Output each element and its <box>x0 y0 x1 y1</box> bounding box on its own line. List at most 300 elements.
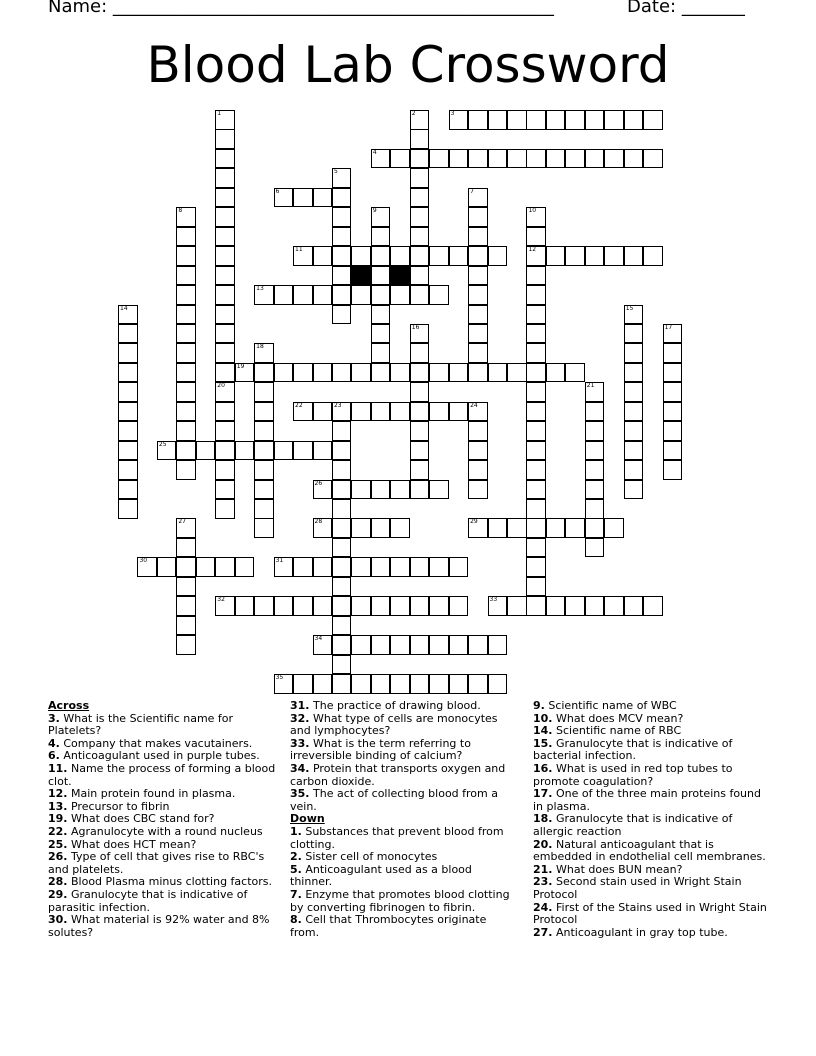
grid-cell[interactable] <box>488 110 508 130</box>
grid-cell[interactable] <box>468 246 488 266</box>
grid-cell[interactable] <box>235 441 255 461</box>
grid-cell[interactable] <box>526 596 546 616</box>
grid-cell[interactable] <box>468 305 488 325</box>
grid-cell[interactable] <box>390 149 410 169</box>
grid-cell[interactable] <box>332 266 352 286</box>
grid-cell[interactable] <box>488 363 508 383</box>
grid-cell[interactable] <box>176 324 196 344</box>
grid-cell[interactable] <box>332 557 352 577</box>
grid-cell[interactable] <box>332 168 352 188</box>
grid-cell[interactable] <box>410 324 430 344</box>
grid-cell[interactable] <box>351 518 371 538</box>
grid-cell[interactable] <box>254 460 274 480</box>
grid-cell[interactable] <box>624 246 644 266</box>
grid-cell[interactable] <box>371 207 391 227</box>
grid-cell[interactable] <box>215 168 235 188</box>
grid-cell[interactable] <box>332 402 352 422</box>
grid-cell[interactable] <box>274 441 294 461</box>
grid-cell[interactable] <box>410 129 430 149</box>
grid-cell[interactable] <box>118 324 138 344</box>
grid-cell[interactable] <box>215 129 235 149</box>
grid-cell[interactable] <box>254 596 274 616</box>
name-line[interactable]: _________________________________________________ <box>112 0 554 17</box>
grid-cell[interactable] <box>390 596 410 616</box>
grid-cell[interactable] <box>351 635 371 655</box>
grid-cell[interactable] <box>157 441 177 461</box>
grid-cell[interactable] <box>371 674 391 694</box>
grid-cell[interactable] <box>526 480 546 500</box>
grid-cell[interactable] <box>118 382 138 402</box>
grid-cell[interactable] <box>468 460 488 480</box>
grid-cell[interactable] <box>468 343 488 363</box>
grid-cell[interactable] <box>351 480 371 500</box>
grid-cell[interactable] <box>118 499 138 519</box>
grid-cell[interactable] <box>585 441 605 461</box>
grid-cell[interactable] <box>332 499 352 519</box>
grid-cell[interactable] <box>624 460 644 480</box>
grid-cell[interactable] <box>332 227 352 247</box>
grid-cell[interactable] <box>624 363 644 383</box>
grid-cell[interactable] <box>137 557 157 577</box>
grid-cell[interactable] <box>274 674 294 694</box>
grid-cell[interactable] <box>585 421 605 441</box>
grid-cell[interactable] <box>429 149 449 169</box>
grid-cell[interactable] <box>176 538 196 558</box>
grid-cell[interactable] <box>410 227 430 247</box>
grid-cell[interactable] <box>215 343 235 363</box>
grid-cell[interactable] <box>390 363 410 383</box>
grid-cell[interactable] <box>176 343 196 363</box>
grid-cell[interactable] <box>215 149 235 169</box>
grid-cell[interactable] <box>429 402 449 422</box>
grid-cell[interactable] <box>546 149 566 169</box>
grid-cell[interactable] <box>565 518 585 538</box>
grid-cell[interactable] <box>663 421 683 441</box>
grid-cell[interactable] <box>176 305 196 325</box>
grid-cell[interactable] <box>429 363 449 383</box>
grid-cell[interactable] <box>332 596 352 616</box>
grid-cell[interactable] <box>332 674 352 694</box>
grid-cell[interactable] <box>274 596 294 616</box>
grid-cell[interactable] <box>468 402 488 422</box>
grid-cell[interactable] <box>507 363 527 383</box>
grid-cell[interactable] <box>196 441 216 461</box>
grid-cell[interactable] <box>254 518 274 538</box>
grid-cell[interactable] <box>118 305 138 325</box>
grid-cell[interactable] <box>371 266 391 286</box>
grid-cell[interactable] <box>351 674 371 694</box>
grid-cell[interactable] <box>410 168 430 188</box>
grid-cell[interactable] <box>215 460 235 480</box>
grid-cell[interactable] <box>468 441 488 461</box>
grid-cell[interactable] <box>526 557 546 577</box>
grid-cell[interactable] <box>293 596 313 616</box>
grid-cell[interactable] <box>526 421 546 441</box>
grid-cell[interactable] <box>410 382 430 402</box>
grid-cell[interactable] <box>371 343 391 363</box>
grid-cell[interactable] <box>293 557 313 577</box>
grid-cell[interactable] <box>351 402 371 422</box>
grid-cell[interactable] <box>390 518 410 538</box>
grid-cell[interactable] <box>468 324 488 344</box>
grid-cell[interactable] <box>332 460 352 480</box>
grid-cell[interactable] <box>449 557 469 577</box>
grid-cell[interactable] <box>390 480 410 500</box>
grid-cell[interactable] <box>643 149 663 169</box>
grid-cell[interactable] <box>546 246 566 266</box>
grid-cell[interactable] <box>526 402 546 422</box>
grid-cell[interactable] <box>332 480 352 500</box>
grid-cell[interactable] <box>410 402 430 422</box>
grid-cell[interactable] <box>313 557 333 577</box>
grid-cell[interactable] <box>215 382 235 402</box>
grid-cell[interactable] <box>254 343 274 363</box>
grid-cell[interactable] <box>410 421 430 441</box>
grid-cell[interactable] <box>410 674 430 694</box>
grid-cell[interactable] <box>235 596 255 616</box>
grid-cell[interactable] <box>371 557 391 577</box>
grid-cell[interactable] <box>176 421 196 441</box>
grid-cell[interactable] <box>429 285 449 305</box>
grid-cell[interactable] <box>526 538 546 558</box>
grid-cell[interactable] <box>371 285 391 305</box>
grid-cell[interactable] <box>526 363 546 383</box>
grid-cell[interactable] <box>332 538 352 558</box>
grid-cell[interactable] <box>313 480 333 500</box>
grid-cell[interactable] <box>585 480 605 500</box>
grid-cell[interactable] <box>157 557 177 577</box>
grid-cell[interactable] <box>254 499 274 519</box>
grid-cell[interactable] <box>526 246 546 266</box>
grid-cell[interactable] <box>526 207 546 227</box>
grid-cell[interactable] <box>254 363 274 383</box>
grid-cell[interactable] <box>624 324 644 344</box>
grid-cell[interactable] <box>313 402 333 422</box>
grid-cell[interactable] <box>371 246 391 266</box>
grid-cell[interactable] <box>371 596 391 616</box>
grid-cell[interactable] <box>624 480 644 500</box>
grid-cell[interactable] <box>371 518 391 538</box>
grid-cell[interactable] <box>565 363 585 383</box>
grid-cell[interactable] <box>507 149 527 169</box>
grid-cell[interactable] <box>507 110 527 130</box>
grid-cell[interactable] <box>468 363 488 383</box>
grid-cell[interactable] <box>585 460 605 480</box>
grid-cell[interactable] <box>410 596 430 616</box>
grid-cell[interactable] <box>526 227 546 247</box>
grid-cell[interactable] <box>313 674 333 694</box>
grid-cell[interactable] <box>526 343 546 363</box>
grid-cell[interactable] <box>332 635 352 655</box>
grid-cell[interactable] <box>332 285 352 305</box>
grid-cell[interactable] <box>293 246 313 266</box>
grid-cell[interactable] <box>215 305 235 325</box>
grid-cell[interactable] <box>215 324 235 344</box>
grid-cell[interactable] <box>526 499 546 519</box>
grid-cell[interactable] <box>313 518 333 538</box>
grid-cell[interactable] <box>565 149 585 169</box>
grid-cell[interactable] <box>468 421 488 441</box>
grid-cell[interactable] <box>526 266 546 286</box>
grid-cell[interactable] <box>176 596 196 616</box>
grid-cell[interactable] <box>526 577 546 597</box>
grid-cell[interactable] <box>663 402 683 422</box>
grid-cell[interactable] <box>351 596 371 616</box>
grid-cell[interactable] <box>274 285 294 305</box>
grid-cell[interactable] <box>176 227 196 247</box>
grid-cell[interactable] <box>390 285 410 305</box>
grid-cell[interactable] <box>410 460 430 480</box>
grid-cell[interactable] <box>390 557 410 577</box>
grid-cell[interactable] <box>585 246 605 266</box>
grid-cell[interactable] <box>468 674 488 694</box>
grid-cell[interactable] <box>488 674 508 694</box>
grid-cell[interactable] <box>215 441 235 461</box>
grid-cell[interactable] <box>254 382 274 402</box>
grid-cell[interactable] <box>215 110 235 130</box>
grid-cell[interactable] <box>663 324 683 344</box>
grid-cell[interactable] <box>215 227 235 247</box>
grid-cell[interactable] <box>371 402 391 422</box>
grid-cell[interactable] <box>488 635 508 655</box>
grid-cell[interactable] <box>429 635 449 655</box>
grid-cell[interactable] <box>585 596 605 616</box>
grid-cell[interactable] <box>488 596 508 616</box>
grid-cell[interactable] <box>468 285 488 305</box>
grid-cell[interactable] <box>488 149 508 169</box>
grid-cell[interactable] <box>215 207 235 227</box>
grid-cell[interactable] <box>176 635 196 655</box>
grid-cell[interactable] <box>215 363 235 383</box>
grid-cell[interactable] <box>274 188 294 208</box>
grid-cell[interactable] <box>449 149 469 169</box>
grid-cell[interactable] <box>624 343 644 363</box>
grid-cell[interactable] <box>663 363 683 383</box>
grid-cell[interactable] <box>118 402 138 422</box>
grid-cell[interactable] <box>351 557 371 577</box>
grid-cell[interactable] <box>526 441 546 461</box>
grid-cell[interactable] <box>410 188 430 208</box>
grid-cell[interactable] <box>371 363 391 383</box>
grid-cell[interactable] <box>663 460 683 480</box>
grid-cell[interactable] <box>274 557 294 577</box>
grid-cell[interactable] <box>215 596 235 616</box>
grid-cell[interactable] <box>449 246 469 266</box>
grid-cell[interactable] <box>254 402 274 422</box>
grid-cell[interactable] <box>313 441 333 461</box>
grid-cell[interactable] <box>624 441 644 461</box>
grid-cell[interactable] <box>526 382 546 402</box>
grid-cell[interactable] <box>468 518 488 538</box>
grid-cell[interactable] <box>449 674 469 694</box>
grid-cell[interactable] <box>585 518 605 538</box>
grid-cell[interactable] <box>468 266 488 286</box>
grid-cell[interactable] <box>604 246 624 266</box>
grid-cell[interactable] <box>390 635 410 655</box>
grid-cell[interactable] <box>176 441 196 461</box>
grid-cell[interactable] <box>449 110 469 130</box>
grid-cell[interactable] <box>176 557 196 577</box>
grid-cell[interactable] <box>254 285 274 305</box>
grid-cell[interactable] <box>410 557 430 577</box>
grid-cell[interactable] <box>293 285 313 305</box>
grid-cell[interactable] <box>215 421 235 441</box>
grid-cell[interactable] <box>390 402 410 422</box>
grid-cell[interactable] <box>215 266 235 286</box>
grid-cell[interactable] <box>643 110 663 130</box>
grid-cell[interactable] <box>449 402 469 422</box>
grid-cell[interactable] <box>585 382 605 402</box>
grid-cell[interactable] <box>410 246 430 266</box>
grid-cell[interactable] <box>293 363 313 383</box>
grid-cell[interactable] <box>585 402 605 422</box>
grid-cell[interactable] <box>351 363 371 383</box>
grid-cell[interactable] <box>663 382 683 402</box>
grid-cell[interactable] <box>468 635 488 655</box>
grid-cell[interactable] <box>468 207 488 227</box>
grid-cell[interactable] <box>215 246 235 266</box>
grid-cell[interactable] <box>410 285 430 305</box>
grid-cell[interactable] <box>293 674 313 694</box>
grid-cell[interactable] <box>585 538 605 558</box>
grid-cell[interactable] <box>332 577 352 597</box>
grid-cell[interactable] <box>624 421 644 441</box>
grid-cell[interactable] <box>526 149 546 169</box>
grid-cell[interactable] <box>176 266 196 286</box>
grid-cell[interactable] <box>332 616 352 636</box>
grid-cell[interactable] <box>176 402 196 422</box>
grid-cell[interactable] <box>429 557 449 577</box>
grid-cell[interactable] <box>604 596 624 616</box>
grid-cell[interactable] <box>429 674 449 694</box>
grid-cell[interactable] <box>410 266 430 286</box>
grid-cell[interactable] <box>313 596 333 616</box>
grid-cell[interactable] <box>371 324 391 344</box>
grid-cell[interactable] <box>565 110 585 130</box>
grid-cell[interactable] <box>468 188 488 208</box>
grid-cell[interactable] <box>429 480 449 500</box>
grid-cell[interactable] <box>585 499 605 519</box>
grid-cell[interactable] <box>488 246 508 266</box>
grid-cell[interactable] <box>118 421 138 441</box>
grid-cell[interactable] <box>332 188 352 208</box>
grid-cell[interactable] <box>118 363 138 383</box>
grid-cell[interactable] <box>313 246 333 266</box>
grid-cell[interactable] <box>293 188 313 208</box>
grid-cell[interactable] <box>235 363 255 383</box>
grid-cell[interactable] <box>468 227 488 247</box>
grid-cell[interactable] <box>176 577 196 597</box>
grid-cell[interactable] <box>624 110 644 130</box>
grid-cell[interactable] <box>624 149 644 169</box>
grid-cell[interactable] <box>429 246 449 266</box>
grid-cell[interactable] <box>526 285 546 305</box>
grid-cell[interactable] <box>624 305 644 325</box>
grid-cell[interactable] <box>215 480 235 500</box>
grid-cell[interactable] <box>604 149 624 169</box>
grid-cell[interactable] <box>410 110 430 130</box>
grid-cell[interactable] <box>410 635 430 655</box>
grid-cell[interactable] <box>526 324 546 344</box>
grid-cell[interactable] <box>332 246 352 266</box>
grid-cell[interactable] <box>293 402 313 422</box>
grid-cell[interactable] <box>468 480 488 500</box>
grid-cell[interactable] <box>410 207 430 227</box>
grid-cell[interactable] <box>546 363 566 383</box>
grid-cell[interactable] <box>332 518 352 538</box>
grid-cell[interactable] <box>176 285 196 305</box>
grid-cell[interactable] <box>371 480 391 500</box>
grid-cell[interactable] <box>410 363 430 383</box>
grid-cell[interactable] <box>118 441 138 461</box>
grid-cell[interactable] <box>176 460 196 480</box>
grid-cell[interactable] <box>663 441 683 461</box>
grid-cell[interactable] <box>546 110 566 130</box>
grid-cell[interactable] <box>624 402 644 422</box>
grid-cell[interactable] <box>176 518 196 538</box>
grid-cell[interactable] <box>468 149 488 169</box>
grid-cell[interactable] <box>176 207 196 227</box>
grid-cell[interactable] <box>507 596 527 616</box>
grid-cell[interactable] <box>449 635 469 655</box>
grid-cell[interactable] <box>449 363 469 383</box>
grid-cell[interactable] <box>176 363 196 383</box>
grid-cell[interactable] <box>118 460 138 480</box>
grid-cell[interactable] <box>332 363 352 383</box>
grid-cell[interactable] <box>585 110 605 130</box>
grid-cell[interactable] <box>254 480 274 500</box>
grid-cell[interactable] <box>215 402 235 422</box>
date-line[interactable]: _______ <box>681 0 745 17</box>
grid-cell[interactable] <box>390 674 410 694</box>
grid-cell[interactable] <box>565 596 585 616</box>
grid-cell[interactable] <box>196 557 216 577</box>
grid-cell[interactable] <box>176 382 196 402</box>
grid-cell[interactable] <box>429 596 449 616</box>
grid-cell[interactable] <box>371 149 391 169</box>
grid-cell[interactable] <box>546 596 566 616</box>
grid-cell[interactable] <box>410 343 430 363</box>
grid-cell[interactable] <box>351 285 371 305</box>
grid-cell[interactable] <box>332 207 352 227</box>
grid-cell[interactable] <box>410 441 430 461</box>
grid-cell[interactable] <box>313 188 333 208</box>
grid-cell[interactable] <box>254 421 274 441</box>
grid-cell[interactable] <box>176 246 196 266</box>
grid-cell[interactable] <box>351 246 371 266</box>
grid-cell[interactable] <box>118 480 138 500</box>
grid-cell[interactable] <box>215 285 235 305</box>
grid-cell[interactable] <box>546 518 566 538</box>
grid-cell[interactable] <box>663 343 683 363</box>
grid-cell[interactable] <box>449 596 469 616</box>
grid-cell[interactable] <box>371 227 391 247</box>
grid-cell[interactable] <box>274 363 294 383</box>
grid-cell[interactable] <box>526 110 546 130</box>
grid-cell[interactable] <box>526 460 546 480</box>
grid-cell[interactable] <box>624 596 644 616</box>
grid-cell[interactable] <box>371 305 391 325</box>
grid-cell[interactable] <box>585 149 605 169</box>
grid-cell[interactable] <box>643 596 663 616</box>
grid-cell[interactable] <box>488 518 508 538</box>
grid-cell[interactable] <box>313 285 333 305</box>
grid-cell[interactable] <box>332 441 352 461</box>
grid-cell[interactable] <box>410 149 430 169</box>
grid-cell[interactable] <box>215 499 235 519</box>
grid-cell[interactable] <box>313 635 333 655</box>
grid-cell[interactable] <box>526 305 546 325</box>
